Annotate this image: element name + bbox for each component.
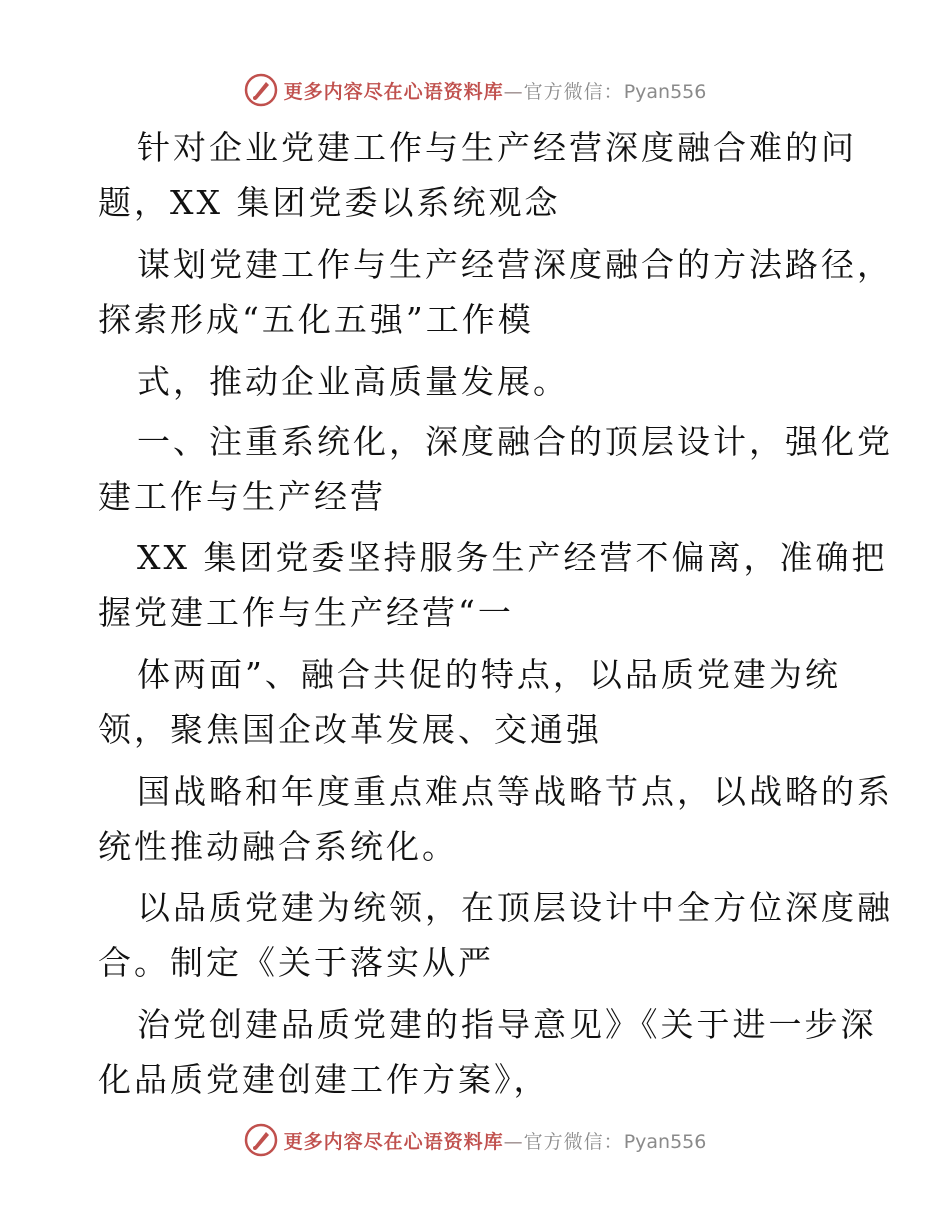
text-line: 领，聚焦国企改革发展、交通强 <box>98 710 602 749</box>
text-line: 体两面”、融合共促的特点，以品质党建为统 <box>137 655 841 694</box>
text-line: 化品质党建创建工作方案》， <box>98 1060 550 1099</box>
header-brand-text: 更多内容尽在心语资料库 <box>283 80 504 103</box>
brand-logo-icon <box>244 1123 278 1157</box>
footer-separator: — <box>503 1130 524 1153</box>
header-brand-line <box>284 77 707 104</box>
text-line: 题，XX 集团党委以系统观念 <box>98 183 561 222</box>
header-separator: — <box>503 80 524 103</box>
text-line: 针对企业党建工作与生产经营深度融合难的问 <box>137 128 857 167</box>
text-line: 建工作与生产经营 <box>98 477 386 516</box>
footer-brand-line <box>284 1127 707 1154</box>
text-line: 治党创建品质党建的指导意见》《关于进一步深 <box>137 1005 877 1044</box>
header-wechat-label: 官方微信： <box>523 80 624 103</box>
brand-logo-icon <box>244 73 278 107</box>
text-line: 式，推动企业高质量发展。 <box>137 362 569 401</box>
header-banner <box>0 70 950 110</box>
footer-wechat-label: 官方微信： <box>523 1130 624 1153</box>
text-line: 统性推动融合系统化。 <box>98 827 458 866</box>
text-line: XX 集团党委坚持服务生产经营不偏离，准确把 <box>137 538 888 577</box>
text-line: 以品质党建为统领，在顶层设计中全方位深度融 <box>137 888 893 927</box>
footer-wechat-id: Pyan556 <box>623 1130 707 1153</box>
text-line: 一、注重系统化，深度融合的顶层设计，强化党 <box>137 422 893 461</box>
text-line: 谋划党建工作与生产经营深度融合的方法路径， <box>137 245 893 284</box>
text-line: 国战略和年度重点难点等战略节点，以战略的系 <box>137 772 893 811</box>
text-line: 合。制定《关于落实从严 <box>98 943 494 982</box>
footer-brand-text: 更多内容尽在心语资料库 <box>283 1130 504 1153</box>
text-line: 握党建工作与生产经营“一 <box>98 593 514 632</box>
text-line: 探索形成“五化五强”工作模 <box>98 300 534 339</box>
footer-banner <box>0 1120 950 1160</box>
header-wechat-id: Pyan556 <box>623 80 707 103</box>
